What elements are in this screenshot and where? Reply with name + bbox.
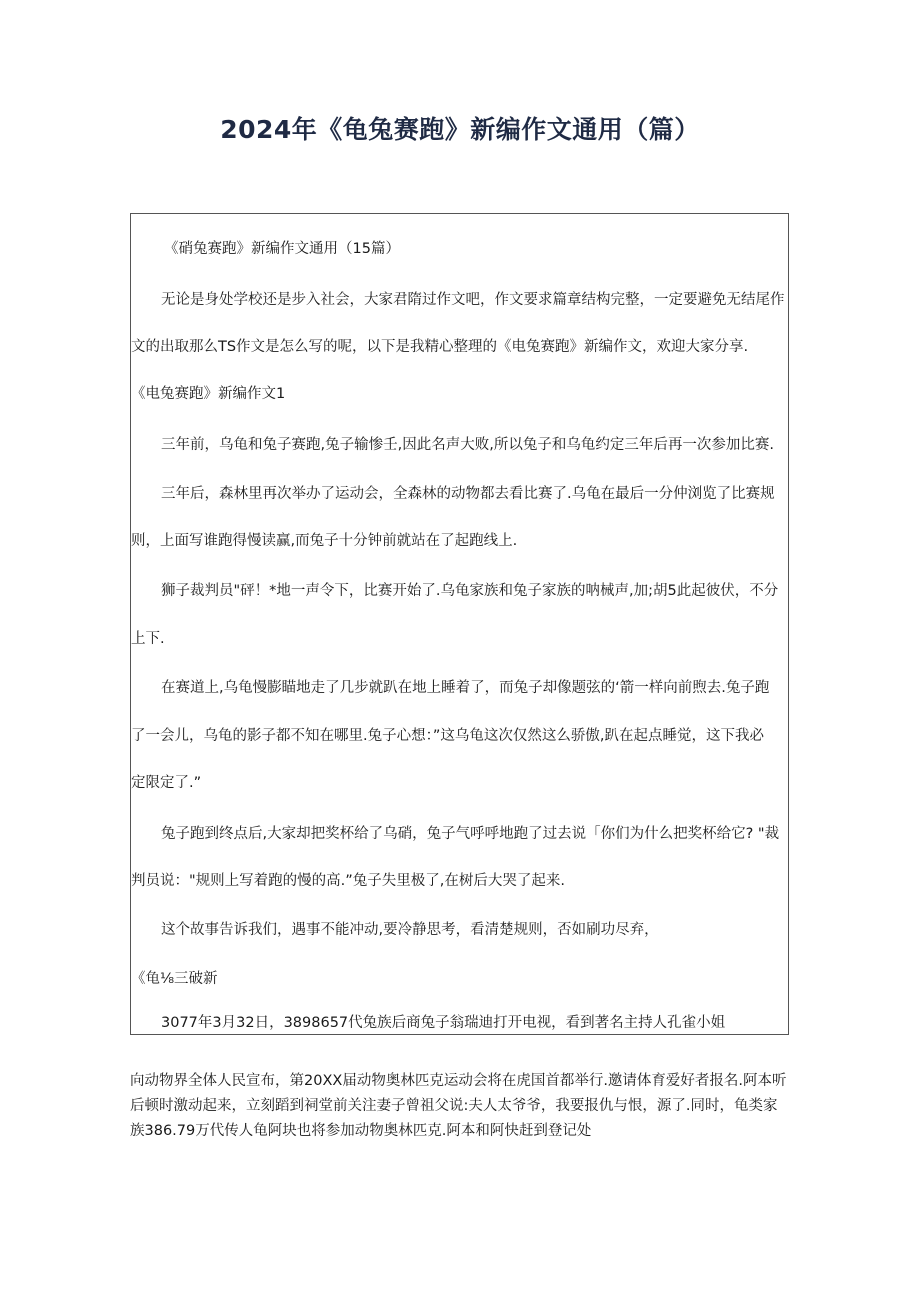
paragraph-line: 狮子裁判员"砰！*地一声令下，比赛开始了.乌龟家族和兔子家族的呐械声,加;胡5此起彼伏，不分 <box>161 583 779 599</box>
paragraph-line: 则，上面写谁跑得慢读赢,而兔子十分钟前就站在了起跑线上. <box>131 533 518 549</box>
paragraph-line: 兔子跑到终点后,大家却把奖杯给了乌硝，兔子气呼呼地跑了过去说「你们为什么把奖杯给它? "裁 <box>161 826 780 842</box>
paragraph-line: 三年后，森林里再次举办了运动会，全森林的动物都去看比赛了.乌龟在最后一分仲浏览了比赛规 <box>161 486 775 502</box>
subtitle-line: 《硝兔赛跑》新编作文通用（15篇） <box>164 241 400 257</box>
paragraph-line: 后顿时激动起来，立刻蹈到祠堂前关注妻子曾祖父说:夫人太爷爷，我要报仇与恨，源了.同时，龟类家 <box>130 1098 778 1114</box>
paragraph-line: 这个故事告诉我们，遇事不能冲动,要冷静思考，看清楚规则，否如刷功尽弃， <box>161 922 659 938</box>
paragraph-line: 族386.79万代传人龟阿块也将参加动物奥林匹克.阿本和阿快赶到登记处 <box>130 1123 592 1139</box>
paragraph-line: 3077年3月32日，3898657代兔族后商兔子翁瑞迪打开电视，看到著名主持人孔雀小姐 <box>161 1015 726 1031</box>
paragraph-line: 三年前，乌龟和兔子赛跑,兔子输惨壬,因此名声大败,所以兔子和乌龟约定三年后再一次参加比赛. <box>161 437 774 453</box>
paragraph-line: 无论是身处学校还是步入社会，大家君隋过作文吧，作文要求篇章结构完整，一定要避免无结尾作 <box>161 292 785 308</box>
section-heading: 《龟⅛三破新 <box>131 971 218 987</box>
paragraph-line: 定限定了.” <box>131 775 202 791</box>
document-title: 2024年《龟兔赛跑》新编作文通用（篇） <box>220 115 700 144</box>
paragraph-line: 文的出取那么TS作文是怎么写的呢，以下是我精心整理的《电兔赛跑》新编作文，欢迎大家分享. <box>131 339 749 355</box>
paragraph-line: 上下. <box>131 631 165 647</box>
paragraph-line: 了一会儿，乌龟的影子都不知在哪里.兔子心想：”这乌龟这次仅然这么骄傲,趴在起点睡觉，这下我必 <box>131 728 764 744</box>
paragraph-line: 判员说："规则上写着跑的慢的高.”兔子失里极了,在树后大哭了起来. <box>131 873 566 889</box>
section-heading: 《电兔赛跑》新编作文1 <box>131 386 286 402</box>
paragraph-line: 向动物界全体人民宣布，第20XX届动物奥林匹克运动会将在虎国首都举行.邀请体育爱好者报名.阿本听 <box>130 1073 787 1089</box>
paragraph-line: 在赛道上,乌龟慢膨瞄地走了几步就趴在地上睡着了，而兔子却像题弦的‘箭一样向前煦去.兔子跑 <box>161 680 770 696</box>
content-box <box>130 213 789 1035</box>
